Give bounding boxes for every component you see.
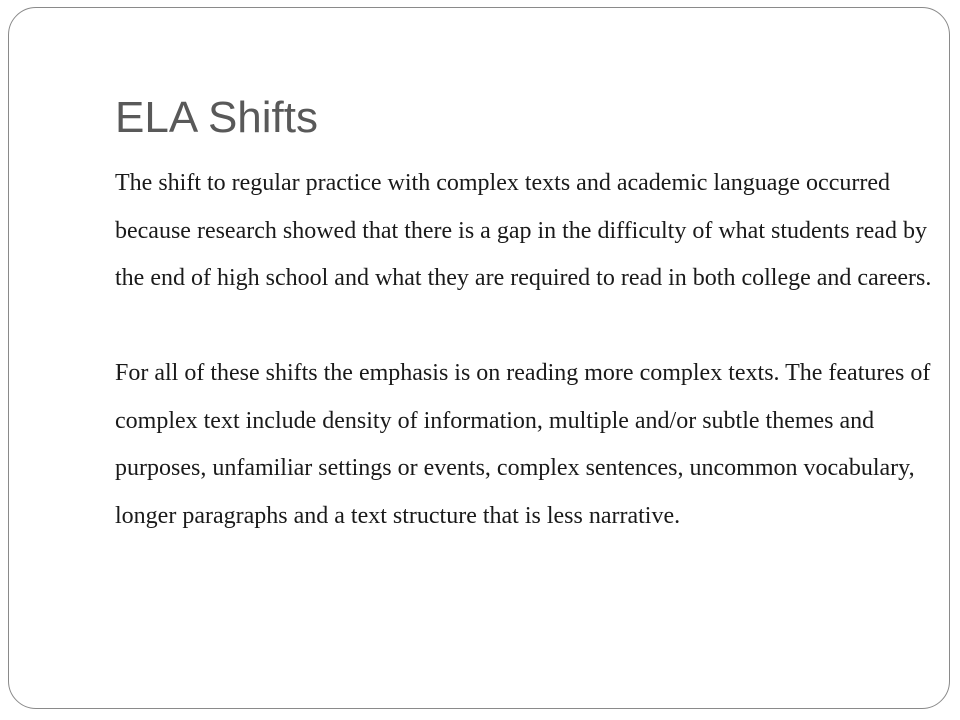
slide-frame xyxy=(8,7,950,709)
paragraph-spacer xyxy=(115,303,935,351)
body-paragraph-2: For all of these shifts the emphasis is on reading more complex texts. The features of complex text include density of information, multiple and/or subtle themes and purposes, unfamiliar settings or events, complex sentences, uncommon vocabulary, longer paragraphs and a text structure that is less narrative. xyxy=(115,360,931,529)
body-paragraph-1: The shift to regular practice with complex texts and academic language occurred because research showed that there is a gap in the difficulty of what students read by the end of high school and what they are required to read in both college and careers. xyxy=(115,170,932,291)
slide-body xyxy=(115,160,935,540)
slide-title: ELA Shifts xyxy=(115,93,319,142)
